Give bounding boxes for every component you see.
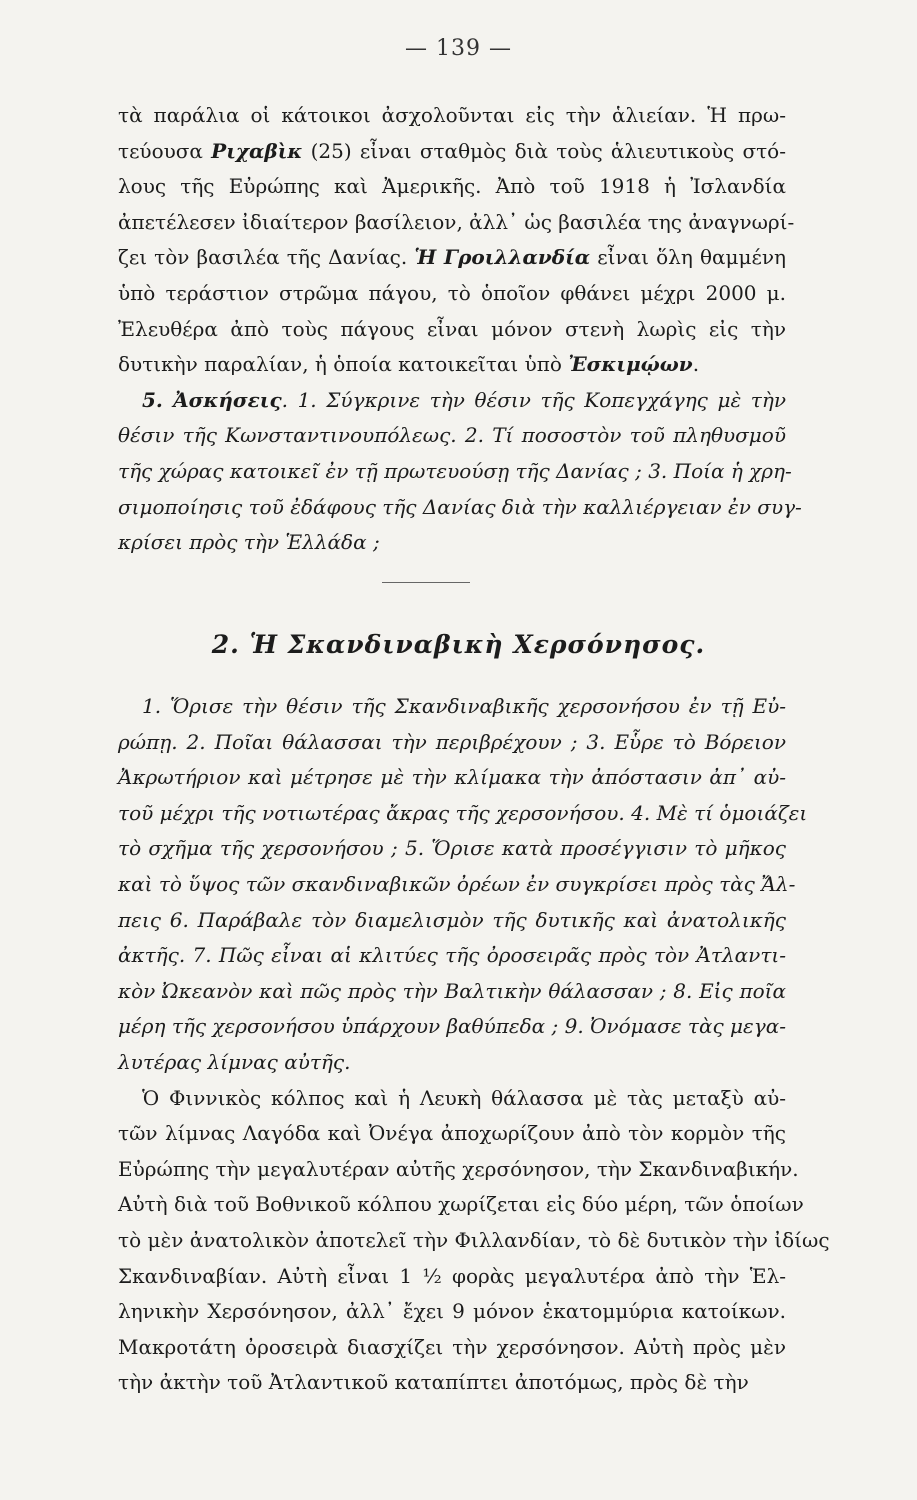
text-line — [118, 134, 786, 170]
text-line — [118, 1365, 786, 1401]
text-run: εἶναι ὅλη θαμμένη — [590, 245, 786, 270]
text-line — [118, 1259, 786, 1295]
text-run: τὸ σχῆμα τῆς χερσονήσου ; 5. Ὅρισε κατὰ προσέγγισιν τὸ μῆκος — [118, 836, 786, 861]
text-line — [118, 974, 786, 1010]
text-line — [118, 490, 802, 526]
page-number: — 139 — — [405, 36, 512, 61]
text-line — [118, 383, 786, 419]
text-line — [118, 1294, 786, 1330]
text-run: λυτέρας λίμνας αὐτῆς. — [118, 1049, 351, 1074]
text-run: Ἀκρωτήριον καὶ μέτρησε μὲ τὴν κλίμακα τὴν ἀπόστασιν ἀπ᾽ αὐ- — [118, 765, 786, 790]
text-line — [118, 1009, 786, 1045]
text-line — [118, 1330, 786, 1366]
text-line — [118, 831, 786, 867]
iceland-greenland-paragraph — [118, 98, 802, 561]
text-run: Αὐτὴ διὰ τοῦ Βοθνικοῦ κόλπου χωρίζεται εἰς δύο μέρη, τῶν ὁποίων — [118, 1192, 804, 1217]
text-run: ἀκτῆς. 7. Πῶς εἶναι αἱ κλιτύες τῆς ὀροσειρᾶς πρὸς τὸν Ἀτλαντι- — [118, 943, 786, 968]
section-divider — [382, 582, 470, 583]
text-run: μέρη τῆς χερσονήσου ὑπάρχουν βαθύπεδα ; 9. Ὀνόμασε τὰς μεγα- — [118, 1014, 786, 1039]
text-line — [118, 1223, 830, 1259]
text-run: τοῦ μέχρι τῆς νοτιωτέρας ἄκρας τῆς χερσονήσου. 4. Μὲ τί ὁμοιάζει — [118, 800, 808, 825]
text-run: κὸν Ὠκεανὸν καὶ πῶς πρὸς τὴν Βαλτικὴν θάλασσαν ; 8. Εἰς ποῖα — [118, 978, 786, 1003]
text-line — [118, 1187, 804, 1223]
text-run: δυτικὴν παραλίαν, ἡ ὁποία κατοικεῖται ὑπὸ — [118, 352, 569, 377]
text-line — [118, 418, 786, 454]
text-run: τῶν λίμνας Λαγόδα καὶ Ὀνέγα ἀποχωρίζουν ἀπὸ τὸν κορμὸν τῆς — [118, 1121, 786, 1146]
text-run: τεύουσα — [118, 138, 212, 163]
text-line — [118, 205, 795, 241]
text-line — [118, 98, 786, 134]
text-run: Ἐσκιμῴων — [568, 352, 693, 377]
text-line — [118, 1045, 786, 1081]
text-line — [118, 725, 786, 761]
text-line — [118, 689, 786, 725]
text-line — [118, 525, 786, 561]
text-line — [118, 903, 786, 939]
text-run: Ἡ Γροιλλανδία — [414, 245, 591, 270]
text-line — [118, 938, 786, 974]
text-run: ὑπὸ τεράστιον στρῶμα πάγου, τὸ ὁποῖον φθάνει μέχρι 2000 μ. — [118, 280, 786, 305]
text-run: . — [692, 352, 700, 377]
text-run: ἀπετέλεσεν ἰδιαίτερον βασίλειον, ἀλλ᾽ ὡς βασιλέα της ἀναγνωρί- — [118, 209, 795, 234]
text-run: Ριχαβὶκ — [211, 138, 303, 163]
text-run: 1. Ὅρισε τὴν θέσιν τῆς Σκανδιναβικῆς χερσονήσου ἐν τῇ Εὐ- — [142, 694, 786, 718]
text-run: καὶ τὸ ὕψος τῶν σκανδιναβικῶν ὀρέων ἐν συγκρίσει πρὸς τὰς Ἄλ- — [118, 871, 796, 896]
text-line — [118, 867, 796, 903]
text-line — [118, 276, 786, 312]
section-heading: 2. Ἡ Σκανδιναβικὴ Χερσόνησος. — [211, 630, 706, 659]
text-line — [118, 1152, 799, 1188]
text-run: σιμοποίησις τοῦ ἐδάφους τῆς Δανίας διὰ τὴν καλλιέργειαν ἐν συγ- — [118, 494, 802, 519]
text-line — [118, 1116, 786, 1152]
text-run: λους τῆς Εὐρώπης καὶ Ἀμερικῆς. Ἀπὸ τοῦ 1918 ἡ Ἰσλανδία — [118, 174, 786, 199]
text-run: τὸ μὲν ἀνατολικὸν ἀποτελεῖ τὴν Φιλλανδίαν, τὸ δὲ δυτικὸν τὴν ἰδίως — [118, 1227, 830, 1252]
text-line — [118, 240, 786, 276]
text-run: τῆς χώρας κατοικεῖ ἐν τῇ πρωτευούσῃ τῆς Δανίας ; 3. Ποία ἡ χρη- — [118, 458, 792, 483]
text-run: . 1. Σύγκρινε τὴν θέσιν τῆς Κοπεγχάγης μὲ τὴν — [281, 387, 786, 412]
text-line — [118, 454, 792, 490]
text-run: τὴν ἀκτὴν τοῦ Ἀτλαντικοῦ καταπίπτει ἀποτόμως, πρὸς δὲ τὴν — [118, 1370, 749, 1395]
text-line — [118, 760, 786, 796]
text-run: (25) εἶναι σταθμὸς διὰ τοὺς ἁλιευτικοὺς στό- — [302, 138, 786, 163]
text-line — [118, 169, 786, 205]
text-line — [118, 347, 786, 383]
text-run: τὰ παράλια οἱ κάτοικοι ἀσχολοῦνται εἰς τὴν ἁλιείαν. Ἡ πρω- — [118, 103, 786, 127]
text-run: Σκανδιναβίαν. Αὐτὴ εἶναι 1 ½ φορὰς μεγαλυτέρα ἀπὸ τὴν Ἑλ- — [118, 1263, 786, 1288]
text-run: Μακροτάτη ὀροσειρὰ διασχίζει τὴν χερσόνησον. Αὐτὴ πρὸς μὲν — [118, 1334, 786, 1359]
text-run: κρίσει πρὸς τὴν Ἑλλάδα ; — [118, 530, 380, 555]
text-run: θέσιν τῆς Κωνσταντινουπόλεως. 2. Τί ποσοστὸν τοῦ πληθυσμοῦ — [118, 423, 786, 448]
text-line — [118, 796, 808, 832]
text-line — [118, 1081, 786, 1117]
scandinavian-peninsula-text — [118, 689, 830, 1401]
text-run: πεις 6. Παράβαλε τὸν διαμελισμὸν τῆς δυτικῆς καὶ ἀνατολικῆς — [118, 907, 786, 932]
text-run: Εὐρώπης τὴν μεγαλυτέραν αὐτῆς χερσόνησον, τὴν Σκανδιναβικήν. — [118, 1156, 799, 1181]
text-line — [118, 312, 786, 348]
text-run: ληνικὴν Χερσόνησον, ἀλλ᾽ ἔχει 9 μόνον ἑκατομμύρια κατοίκων. — [118, 1299, 786, 1324]
text-run: ζει τὸν βασιλέα τῆς Δανίας. — [118, 245, 415, 270]
text-run: Ὁ Φιννικὸς κόλπος καὶ ἡ Λευκὴ θάλασσα μὲ τὰς μεταξὺ αὐ- — [142, 1085, 786, 1110]
text-run: Ἐλευθέρα ἀπὸ τοὺς πάγους εἶναι μόνον στενὴ λωρὶς εἰς τὴν — [118, 316, 786, 341]
text-run: ρώπῃ. 2. Ποῖαι θάλασσαι τὴν περιβρέχουν ; 3. Εὗρε τὸ Βόρειον — [118, 729, 786, 754]
text-run: 5. Ἀσκήσεις — [142, 387, 282, 412]
